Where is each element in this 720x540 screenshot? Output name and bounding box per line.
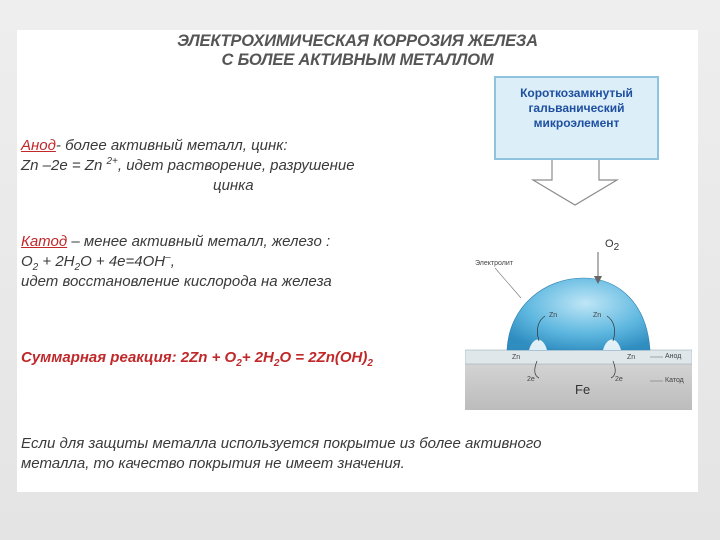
diagram-o2-label	[605, 238, 620, 254]
anode-eq-part2: , идет растворение, разрушение	[117, 157, 355, 174]
anode-eq-part1: Zn –2е = Zn	[21, 157, 107, 174]
diagram-o2-sub: 2	[613, 242, 620, 254]
galvanic-callout	[494, 76, 659, 160]
summary-p2: + 2H	[241, 349, 274, 366]
cathode-eq-oh-sup: –	[165, 252, 171, 263]
zn2-left-label: Zn	[549, 312, 558, 319]
summary-label: Суммарная реакция:	[21, 349, 177, 366]
zn-right-label: Zn	[627, 354, 636, 361]
cathode-eq-o: O	[21, 253, 33, 270]
zn-left-label: Zn	[512, 354, 521, 361]
cathode-eq-end: ,	[170, 253, 175, 270]
cathode-equation	[21, 252, 332, 272]
cathode-eq-o-sub: 2	[32, 262, 39, 273]
summary-s2: 2	[273, 358, 280, 369]
anode-desc: - более активный металл, цинк:	[55, 137, 288, 154]
fe-label: Fe	[575, 382, 591, 397]
cathode-eq-h-sub: 2	[74, 262, 81, 273]
summary-reaction	[21, 348, 373, 368]
diagram-cathode-label: Катод	[665, 377, 684, 384]
cathode-block	[21, 232, 332, 292]
anode-term: Анод	[21, 137, 56, 154]
electrons-left-label: 2e	[527, 376, 535, 383]
electrons-right-label: 2e	[615, 376, 623, 383]
anode-eq-sup: 2+	[106, 156, 118, 167]
cathode-eq-mid1: + 2H	[38, 253, 75, 270]
title-line-1: ЭЛЕКТРОХИМИЧЕСКАЯ КОРРОЗИЯ ЖЕЛЕЗА	[177, 32, 538, 50]
callout-line-1: Короткозамкнутый	[520, 86, 633, 100]
title-line-2: С БОЛЕЕ АКТИВНЫМ МЕТАЛЛОМ	[221, 51, 494, 69]
cathode-desc: – менее активный металл, железо :	[67, 233, 331, 250]
cathode-eq-mid2: O + 4e=4OH	[80, 253, 166, 270]
anode-block	[21, 136, 355, 196]
note-line-2: металла, то качество покрытия не имеет значения.	[21, 455, 405, 472]
anode-equation	[21, 156, 355, 176]
note-block	[21, 434, 541, 474]
cathode-line-1	[21, 232, 332, 252]
cathode-line-3: идет восстановление кислорода на железа	[21, 273, 332, 290]
summary-s3: 2	[367, 358, 373, 369]
diagram-anode-label: Анод	[665, 353, 682, 360]
callout-line-2: гальванический	[528, 101, 625, 115]
slide	[17, 30, 698, 492]
cathode-term: Катод	[21, 233, 68, 250]
corrosion-diagram	[465, 216, 692, 410]
note-line-1: Если для защиты металла используется покрытие из более активного	[21, 435, 542, 452]
electrolyte-droplet	[507, 278, 650, 350]
callout-line-3: микроэлемент	[533, 116, 620, 130]
zn2-right-label: Zn	[593, 312, 602, 319]
anode-line-3: цинка	[213, 177, 254, 194]
summary-p1: 2Zn + O	[176, 349, 237, 366]
diagram-o2-text: O	[605, 238, 614, 250]
electrolyte-label: Электролит	[475, 260, 513, 267]
corrosion-diagram-svg	[465, 216, 692, 410]
summary-p3: O = 2Zn(OH)	[279, 349, 368, 366]
summary-s1: 2	[236, 358, 242, 369]
anode-line-1	[21, 136, 355, 156]
electrolyte-pointer	[495, 268, 521, 298]
